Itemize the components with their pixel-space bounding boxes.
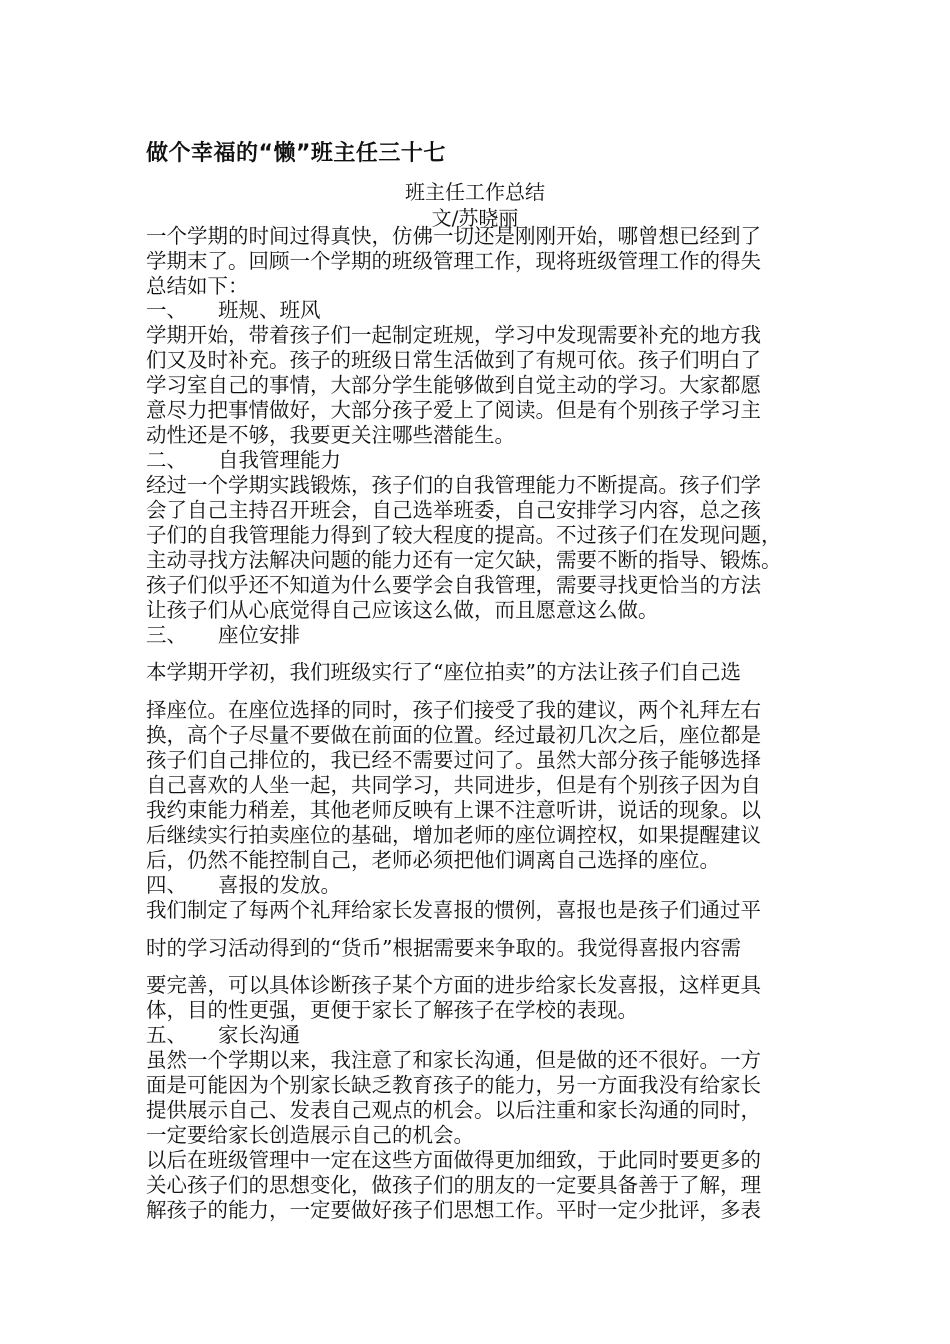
paragraph-line: 本学期开学初，我们班级实行了“座位拍卖”的方法让孩子们自己选 bbox=[146, 660, 741, 684]
paragraph-line: 换，高个子尽量不要做在前面的位置。经过最初几次之后，座位都是 bbox=[146, 723, 761, 747]
section-title: 班规、班风 bbox=[218, 298, 321, 322]
paragraph-line: 择座位。在座位选择的同时，孩子们接受了我的建议，两个礼拜左右 bbox=[146, 698, 761, 722]
section-title: 座位安排 bbox=[218, 623, 300, 647]
paragraph-line: 学期末了。回顾一个学期的班级管理工作，现将班级管理工作的得失 bbox=[146, 249, 761, 273]
section-heading bbox=[146, 875, 341, 896]
document-author: 文/苏晓丽 bbox=[431, 206, 519, 230]
section-number: 一、 bbox=[146, 298, 187, 322]
paragraph-line: 学期开始，带着孩子们一起制定班规，学习中发现需要补充的地方我 bbox=[146, 323, 761, 347]
section-title: 喜报的发放。 bbox=[218, 873, 341, 897]
paragraph-line: 体，目的性更强，更便于家长了解孩子在学校的表现。 bbox=[146, 998, 638, 1022]
paragraph-line: 我们制定了每两个礼拜给家长发喜报的惯例，喜报也是孩子们通过平 bbox=[146, 898, 761, 922]
paragraph-line: 让孩子们从心底觉得自己应该这么做，而且愿意这么做。 bbox=[146, 598, 659, 622]
paragraph-line: 以后在班级管理中一定在这些方面做得更加细致，于此同时要更多的 bbox=[146, 1148, 761, 1172]
paragraph-line: 自己喜欢的人坐一起，共同学习，共同进步，但是有个别孩子因为自 bbox=[146, 773, 761, 797]
section-number: 二、 bbox=[146, 448, 187, 472]
paragraph-line: 主动寻找方法解决问题的能力还有一定欠缺，需要不断的指导、锻炼。 bbox=[146, 548, 782, 572]
paragraph-line: 一定要给家长创造展示自己的机会。 bbox=[146, 1123, 474, 1147]
paragraph-line: 经过一个学期实践锻炼，孩子们的自我管理能力不断提高。孩子们学 bbox=[146, 473, 761, 497]
paragraph-line: 关心孩子们的思想变化，做孩子们的朋友的一定要具备善于了解，理 bbox=[146, 1173, 761, 1197]
paragraph-line: 总结如下： bbox=[146, 274, 249, 298]
paragraph-line: 孩子们自己排位的，我已经不需要过问了。虽然大部分孩子能够选择 bbox=[146, 748, 761, 772]
paragraph-line: 意尽力把事情做好，大部分孩子爱上了阅读。但是有个别孩子学习主 bbox=[146, 398, 761, 422]
document-title: 做个幸福的“懒”班主任三十七 bbox=[146, 141, 446, 166]
section-number: 四、 bbox=[146, 873, 187, 897]
section-title: 自我管理能力 bbox=[218, 448, 341, 472]
paragraph-line: 动性还是不够，我要更关注哪些潜能生。 bbox=[146, 423, 515, 447]
paragraph-line: 孩子们似乎还不知道为什么要学会自我管理，需要寻找更恰当的方法 bbox=[146, 573, 761, 597]
section-number: 五、 bbox=[146, 1023, 187, 1047]
paragraph-line: 我约束能力稍差，其他老师反映有上课不注意听讲，说话的现象。以 bbox=[146, 798, 761, 822]
paragraph-line: 后继续实行拍卖座位的基础，增加老师的座位调控权，如果提醒建议 bbox=[146, 823, 761, 847]
paragraph-line: 虽然一个学期以来，我注意了和家长沟通，但是做的还不很好。一方 bbox=[146, 1048, 761, 1072]
paragraph-line: 们又及时补充。孩子的班级日常生活做到了有规可依。孩子们明白了 bbox=[146, 348, 761, 372]
paragraph-line: 会了自己主持召开班会，自己选举班委，自己安排学习内容，总之孩 bbox=[146, 498, 761, 522]
paragraph-line: 面是可能因为个别家长缺乏教育孩子的能力，另一方面我没有给家长 bbox=[146, 1073, 761, 1097]
paragraph-line: 后，仍然不能控制自己，老师必须把他们调离自己选择的座位。 bbox=[146, 848, 720, 872]
paragraph-line: 解孩子的能力，一定要做好孩子们思想工作。平时一定少批评，多表 bbox=[146, 1198, 761, 1222]
section-heading bbox=[146, 450, 341, 471]
paragraph-line: 学习室自己的事情，大部分学生能够做到自觉主动的学习。大家都愿 bbox=[146, 373, 761, 397]
paragraph-line: 提供展示自己、发表自己观点的机会。以后注重和家长沟通的同时， bbox=[146, 1098, 761, 1122]
section-title: 家长沟通 bbox=[218, 1023, 300, 1047]
section-heading bbox=[146, 1025, 300, 1046]
paragraph-line: 要完善，可以具体诊断孩子某个方面的进步给家长发喜报，这样更具 bbox=[146, 973, 761, 997]
paragraph-line: 一个学期的时间过得真快，仿佛一切还是刚刚开始，哪曾想已经到了 bbox=[146, 224, 761, 248]
section-heading bbox=[146, 300, 321, 321]
section-heading bbox=[146, 625, 300, 646]
paragraph-line: 时的学习活动得到的“货币”根据需要来争取的。我觉得喜报内容需 bbox=[146, 936, 741, 960]
paragraph-line: 子们的自我管理能力得到了较大程度的提高。不过孩子们在发现问题， bbox=[146, 523, 782, 547]
document-subtitle: 班主任工作总结 bbox=[405, 180, 545, 204]
section-number: 三、 bbox=[146, 623, 187, 647]
